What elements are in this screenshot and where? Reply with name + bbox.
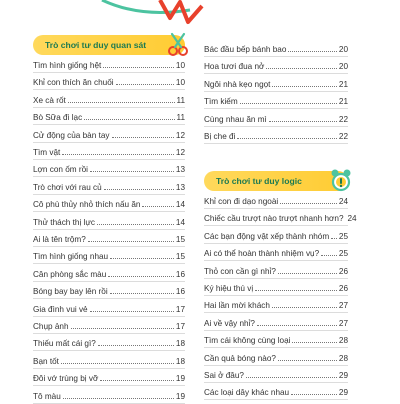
toc-entry-title: Bóng bay bay lên rồi [33,287,108,297]
toc-entry [204,244,348,261]
decorative-star-icon [150,0,210,30]
toc-entry [33,108,185,125]
dot-leader [110,292,174,294]
dot-leader [108,275,174,277]
toc-entry-page: 19 [175,374,185,384]
dot-leader [71,327,174,329]
toc-entry [33,352,185,369]
toc-entry-page: 18 [175,356,185,366]
dot-leader [103,66,174,68]
toc-entry [204,227,348,244]
toc-entry-page: 11 [176,95,185,105]
toc-entry-page: 27 [338,301,348,311]
toc-entry-page: 19 [175,391,185,401]
section-header-logic [204,171,348,191]
toc-entry-title: Thiếu mất cái gì? [33,339,96,349]
toc-entry-page: 15 [175,252,185,262]
toc-entry-title: Thử thách thị lực [33,217,95,227]
toc-entry [204,92,348,109]
alarm-clock-icon [330,167,352,193]
toc-entry [33,334,185,351]
toc-entry [204,262,348,279]
dot-leader [88,240,174,242]
toc-entry-title: Ký hiệu thú vị [204,284,254,293]
toc-entry [33,160,185,177]
toc-entry [204,314,348,331]
toc-entry [33,369,185,386]
dot-leader [291,393,337,395]
toc-entry [33,91,185,108]
toc-entry-title: Tìm kiếm [204,97,238,107]
section-title: Trò chơi tư duy quan sát [45,40,147,50]
dot-leader [110,257,174,259]
toc-entry [33,56,185,73]
dot-leader [142,205,173,207]
toc-entry-title: Khỉ con đi dạo ngoài [204,197,279,206]
toc-entry-title: Tìm hình giống hệt [33,61,102,70]
dot-leader [269,120,337,122]
toc-entry-title: Gia đình vui vẻ [33,304,88,314]
toc-entry-page: 22 [338,114,348,124]
toc-entry-page: 28 [338,336,348,346]
toc-entry-title: Ai về vậy nhỉ? [204,318,255,328]
toc-entry [33,143,185,160]
toc-entry-title: Bị che đi [204,132,236,141]
toc-entry [204,366,348,383]
dot-leader [98,344,174,346]
toc-entry-title: Các loại dây khác nhau [204,388,290,398]
toc-entry [204,40,348,57]
toc-entry-page: 13 [175,182,185,192]
toc-entry-page: 29 [338,388,348,398]
toc-entry [33,126,185,143]
section-title: Trò chơi tư duy logic [216,176,302,186]
toc-entry-page: 10 [175,78,185,88]
dot-leader [90,170,174,172]
toc-entry-title: Tìm cái không cùng loại [204,336,291,346]
toc-entry-title: Ngôi nhà kẹo ngọt [204,79,271,89]
toc-entry-page: 14 [175,217,185,227]
toc-entry-title: Cân phòng sắc màu [33,269,107,279]
dot-leader [240,102,337,104]
toc-entry-title: Tìm vật [33,148,61,157]
toc-entry [204,383,348,400]
toc-entry-title: Tìm hình giống nhau [33,252,109,262]
toc-entry-page: 24 [338,197,348,206]
dot-leader [62,153,174,155]
dot-leader [255,289,337,291]
dot-leader [100,379,174,381]
toc-entry [33,213,185,230]
dot-leader [272,306,337,308]
dot-leader [61,362,174,364]
toc-entry-page: 16 [175,287,185,297]
toc-entry [33,282,185,299]
toc-entry [204,331,348,348]
toc-entry-title: Xe cà rốt [33,95,66,105]
toc-entry [204,110,348,127]
toc-entry-title: Cô phù thủy nhỏ thích nấu ăn [33,200,141,210]
dot-leader [331,237,337,239]
dot-leader [321,254,337,256]
dot-leader [112,136,174,138]
toc-entry-page: 21 [338,79,348,89]
dot-leader [104,188,174,190]
toc-entry-title: Trò chơi với rau củ [33,182,102,192]
toc-entry-title: Sai ở đâu? [204,371,244,380]
toc-entry-title: Cử động của bàn tay [33,130,110,140]
toc-entry-page: 18 [175,339,185,349]
toc-entry-page: 11 [176,113,185,123]
toc-entry [33,247,185,264]
toc-entry-title: Lợn con ốm rồi [33,165,88,175]
toc-entry-page: 25 [338,231,348,241]
toc-entry-page: 15 [175,235,185,244]
toc-entry-page: 20 [338,45,348,54]
toc-entry [204,349,348,366]
toc-entry-title: Cùng nhau ăn mì [204,114,267,124]
toc-entry-title: Các bạn động vật xếp thành nhóm [204,231,330,241]
dot-leader [63,397,174,399]
toc-entry-page: 12 [175,148,185,157]
toc-entry [33,178,185,195]
dot-leader [90,310,174,312]
toc-entry-page: 26 [338,266,348,276]
toc-entry-title: Bác đầu bếp bánh bao [204,45,287,54]
section-header-observation [33,35,185,55]
toc-entry-title: Hai lần mời khách [204,301,270,311]
toc-entry-page: 21 [338,97,348,107]
dot-leader [97,223,174,225]
toc-entry [204,209,357,226]
toc-entry-page: 27 [338,318,348,328]
toc-entry-page: 16 [175,269,185,279]
toc-entry-page: 25 [338,249,348,259]
toc-entry [33,317,185,334]
scissors-icon [167,31,189,57]
dot-leader [237,137,336,139]
dot-leader [116,83,174,85]
toc-entry-page: 14 [175,200,185,210]
toc-entry-page: 22 [338,132,348,141]
dot-leader [84,118,174,120]
dot-leader [280,202,337,204]
toc-entry [33,73,185,90]
toc-entry-page: 12 [175,130,185,140]
dot-leader [278,272,337,274]
toc-entry-title: Bò Sữa đi lạc [33,113,83,123]
dot-leader [272,85,336,87]
dot-leader [288,50,336,52]
toc-entry-title: Ai là tên trộm? [33,235,86,244]
toc-entry-page: 24 [347,214,357,224]
dot-leader [278,359,337,361]
toc-entry [33,195,185,212]
toc-entry-page: 17 [175,322,185,331]
toc-entry-title: Thỏ con cần gì nhỉ? [204,266,276,276]
toc-entry [33,300,185,317]
toc-entry [204,279,348,296]
toc-entry-title: Bạn tốt [33,356,59,366]
toc-entry [204,75,348,92]
dot-leader [257,324,337,326]
toc-entry-title: Chiếc cầu trượt nào trượt nhanh hơn? [204,214,344,224]
dot-leader [246,376,337,378]
toc-entry-title: Hoa tươi đua nở [204,62,265,72]
toc-entry-title: Khỉ con thích ăn chuối [33,78,114,88]
toc-entry-title: Tô màu [33,391,61,401]
toc-entry-page: 26 [338,284,348,293]
dot-leader [266,67,337,69]
toc-entry-title: Ai có thể hoàn thành nhiệm vụ? [204,249,320,259]
toc-entry [204,57,348,74]
toc-entry [204,192,348,209]
toc-entry-title: Đôi vớ trùng bị vỡ [33,374,99,384]
toc-entry-page: 13 [175,165,185,175]
toc-entry-page: 10 [175,61,185,70]
toc-entry [33,265,185,282]
dot-leader [68,101,175,103]
dot-leader [292,341,336,343]
toc-entry-title: Chụp ảnh [33,322,69,331]
toc-entry [33,230,185,247]
toc-entry-page: 29 [338,371,348,380]
toc-entry-title: Cần quả bóng nào? [204,353,276,363]
toc-entry [33,387,185,404]
toc-entry [204,296,348,313]
toc-entry-page: 17 [175,304,185,314]
toc-entry-page: 20 [338,62,348,72]
toc-entry [204,127,348,144]
toc-entry-page: 28 [338,353,348,363]
